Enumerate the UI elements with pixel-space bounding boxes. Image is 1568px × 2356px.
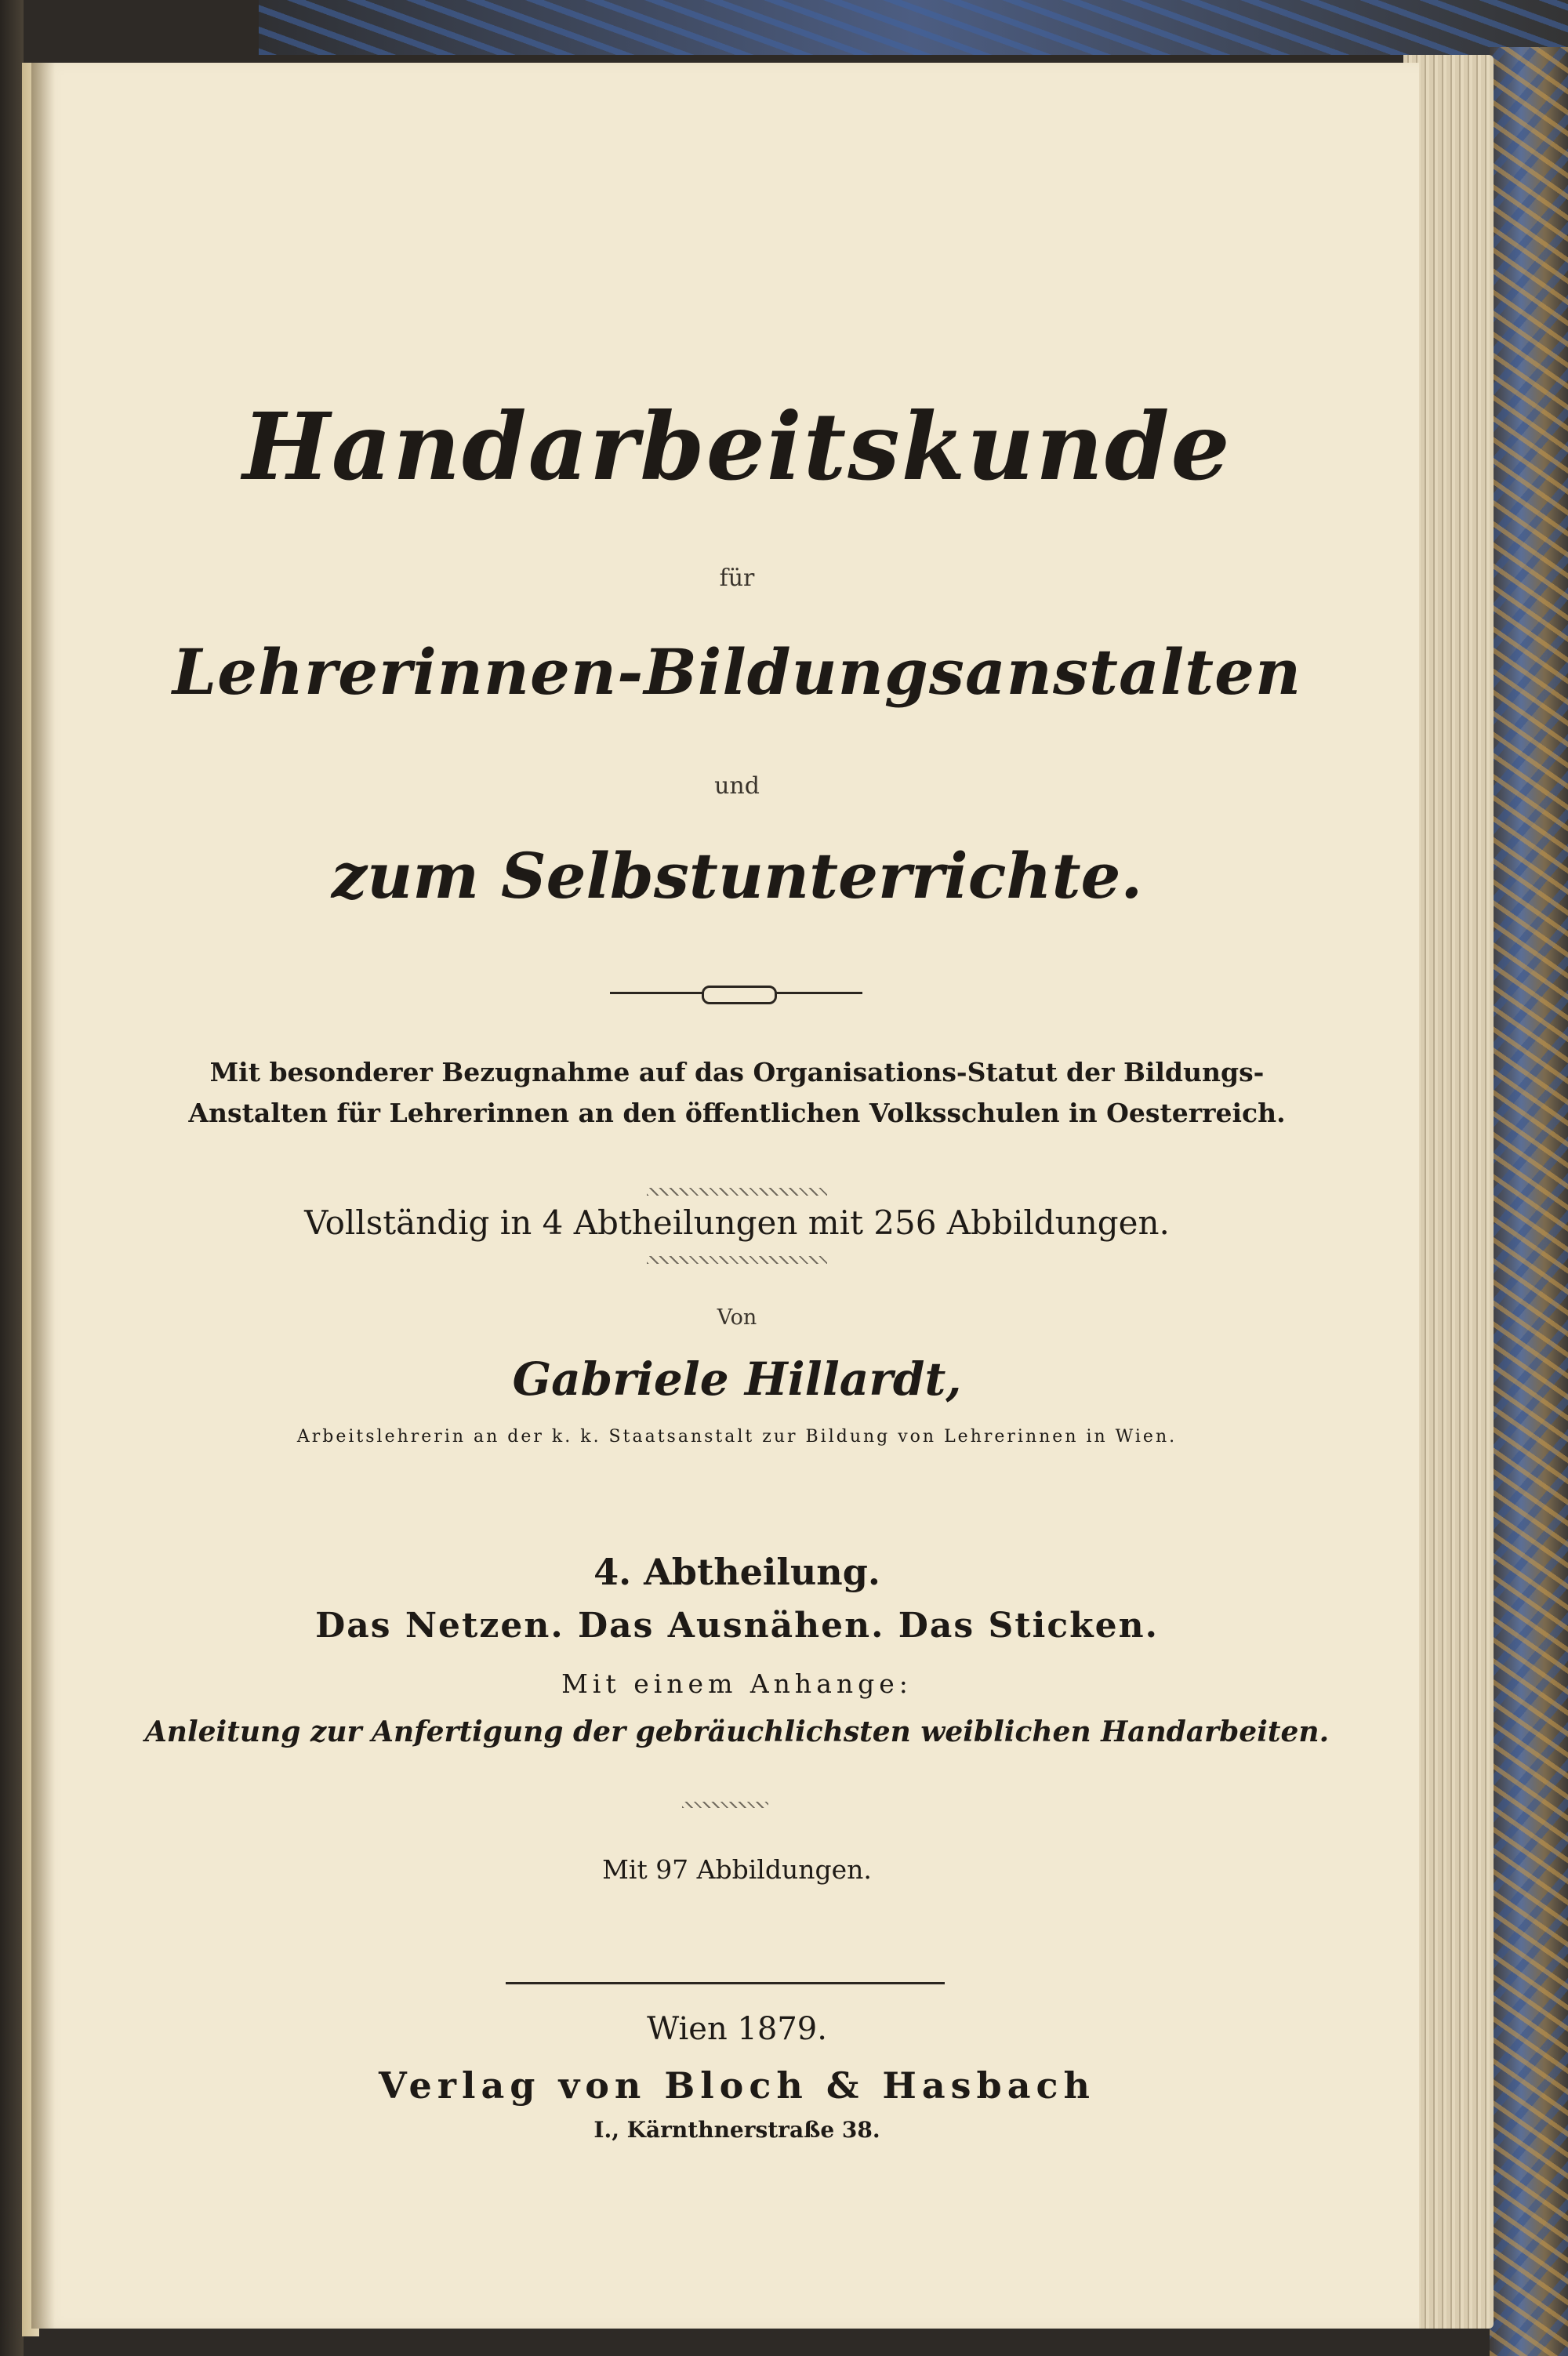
author-name: Gabriele Hillardt, <box>512 1352 962 1406</box>
title-connector-fuer: für <box>719 564 755 592</box>
small-wave-ornament <box>682 1802 768 1808</box>
title-connector-und: und <box>714 772 760 800</box>
imprint-divider-rule <box>506 1982 945 1984</box>
marbled-cover-right <box>1490 47 1568 2356</box>
page-gutter-shadow <box>31 63 55 2329</box>
completeness-note: Vollständig in 4 Abtheilungen mit 256 Abbildungen. <box>304 1203 1170 1242</box>
publisher-name: Verlag von Bloch & Hasbach <box>379 2064 1095 2107</box>
subtitle-primary: Lehrerinnen-Bildungsanstalten <box>172 635 1302 709</box>
place-and-year: Wien 1879. <box>647 2011 827 2047</box>
book-cover-top-edge <box>259 0 1568 55</box>
appendix-intro: Mit einem Anhange: <box>561 1668 913 1699</box>
author-role: Arbeitslehrerin an der k. k. Staatsanstalt zur Bildung von Lehrerinnen in Wien. <box>296 1427 1178 1447</box>
book-title: Handarbeitskunde <box>242 392 1232 501</box>
title-page <box>31 63 1419 2329</box>
divider-ornament-icon <box>702 986 777 1004</box>
wave-ornament-bottom <box>647 1256 827 1264</box>
by-label: Von <box>717 1305 757 1330</box>
publisher-address: I., Kärnthnerstraße 38. <box>593 2117 880 2143</box>
part-contents: Das Netzen. Das Ausnähen. Das Sticken. <box>315 1606 1159 1646</box>
book-spine-left <box>0 0 24 2356</box>
appendix-title: Anleitung zur Anfertigung der gebräuchlichsten weiblichen Handarbeiten. <box>144 1715 1330 1748</box>
wave-ornament-top <box>647 1188 827 1196</box>
illustration-count: Mit 97 Abbildungen. <box>602 1854 872 1885</box>
description-line-1: Mit besonderer Bezugnahme auf das Organisations-Statut der Bildungs- <box>209 1057 1265 1087</box>
description-line-2: Anstalten für Lehrerinnen an den öffentlichen Volksschulen in Oesterreich. <box>188 1098 1286 1128</box>
subtitle-secondary: zum Selbstunterrichte. <box>331 839 1143 913</box>
part-number: 4. Abtheilung. <box>593 1551 880 1593</box>
